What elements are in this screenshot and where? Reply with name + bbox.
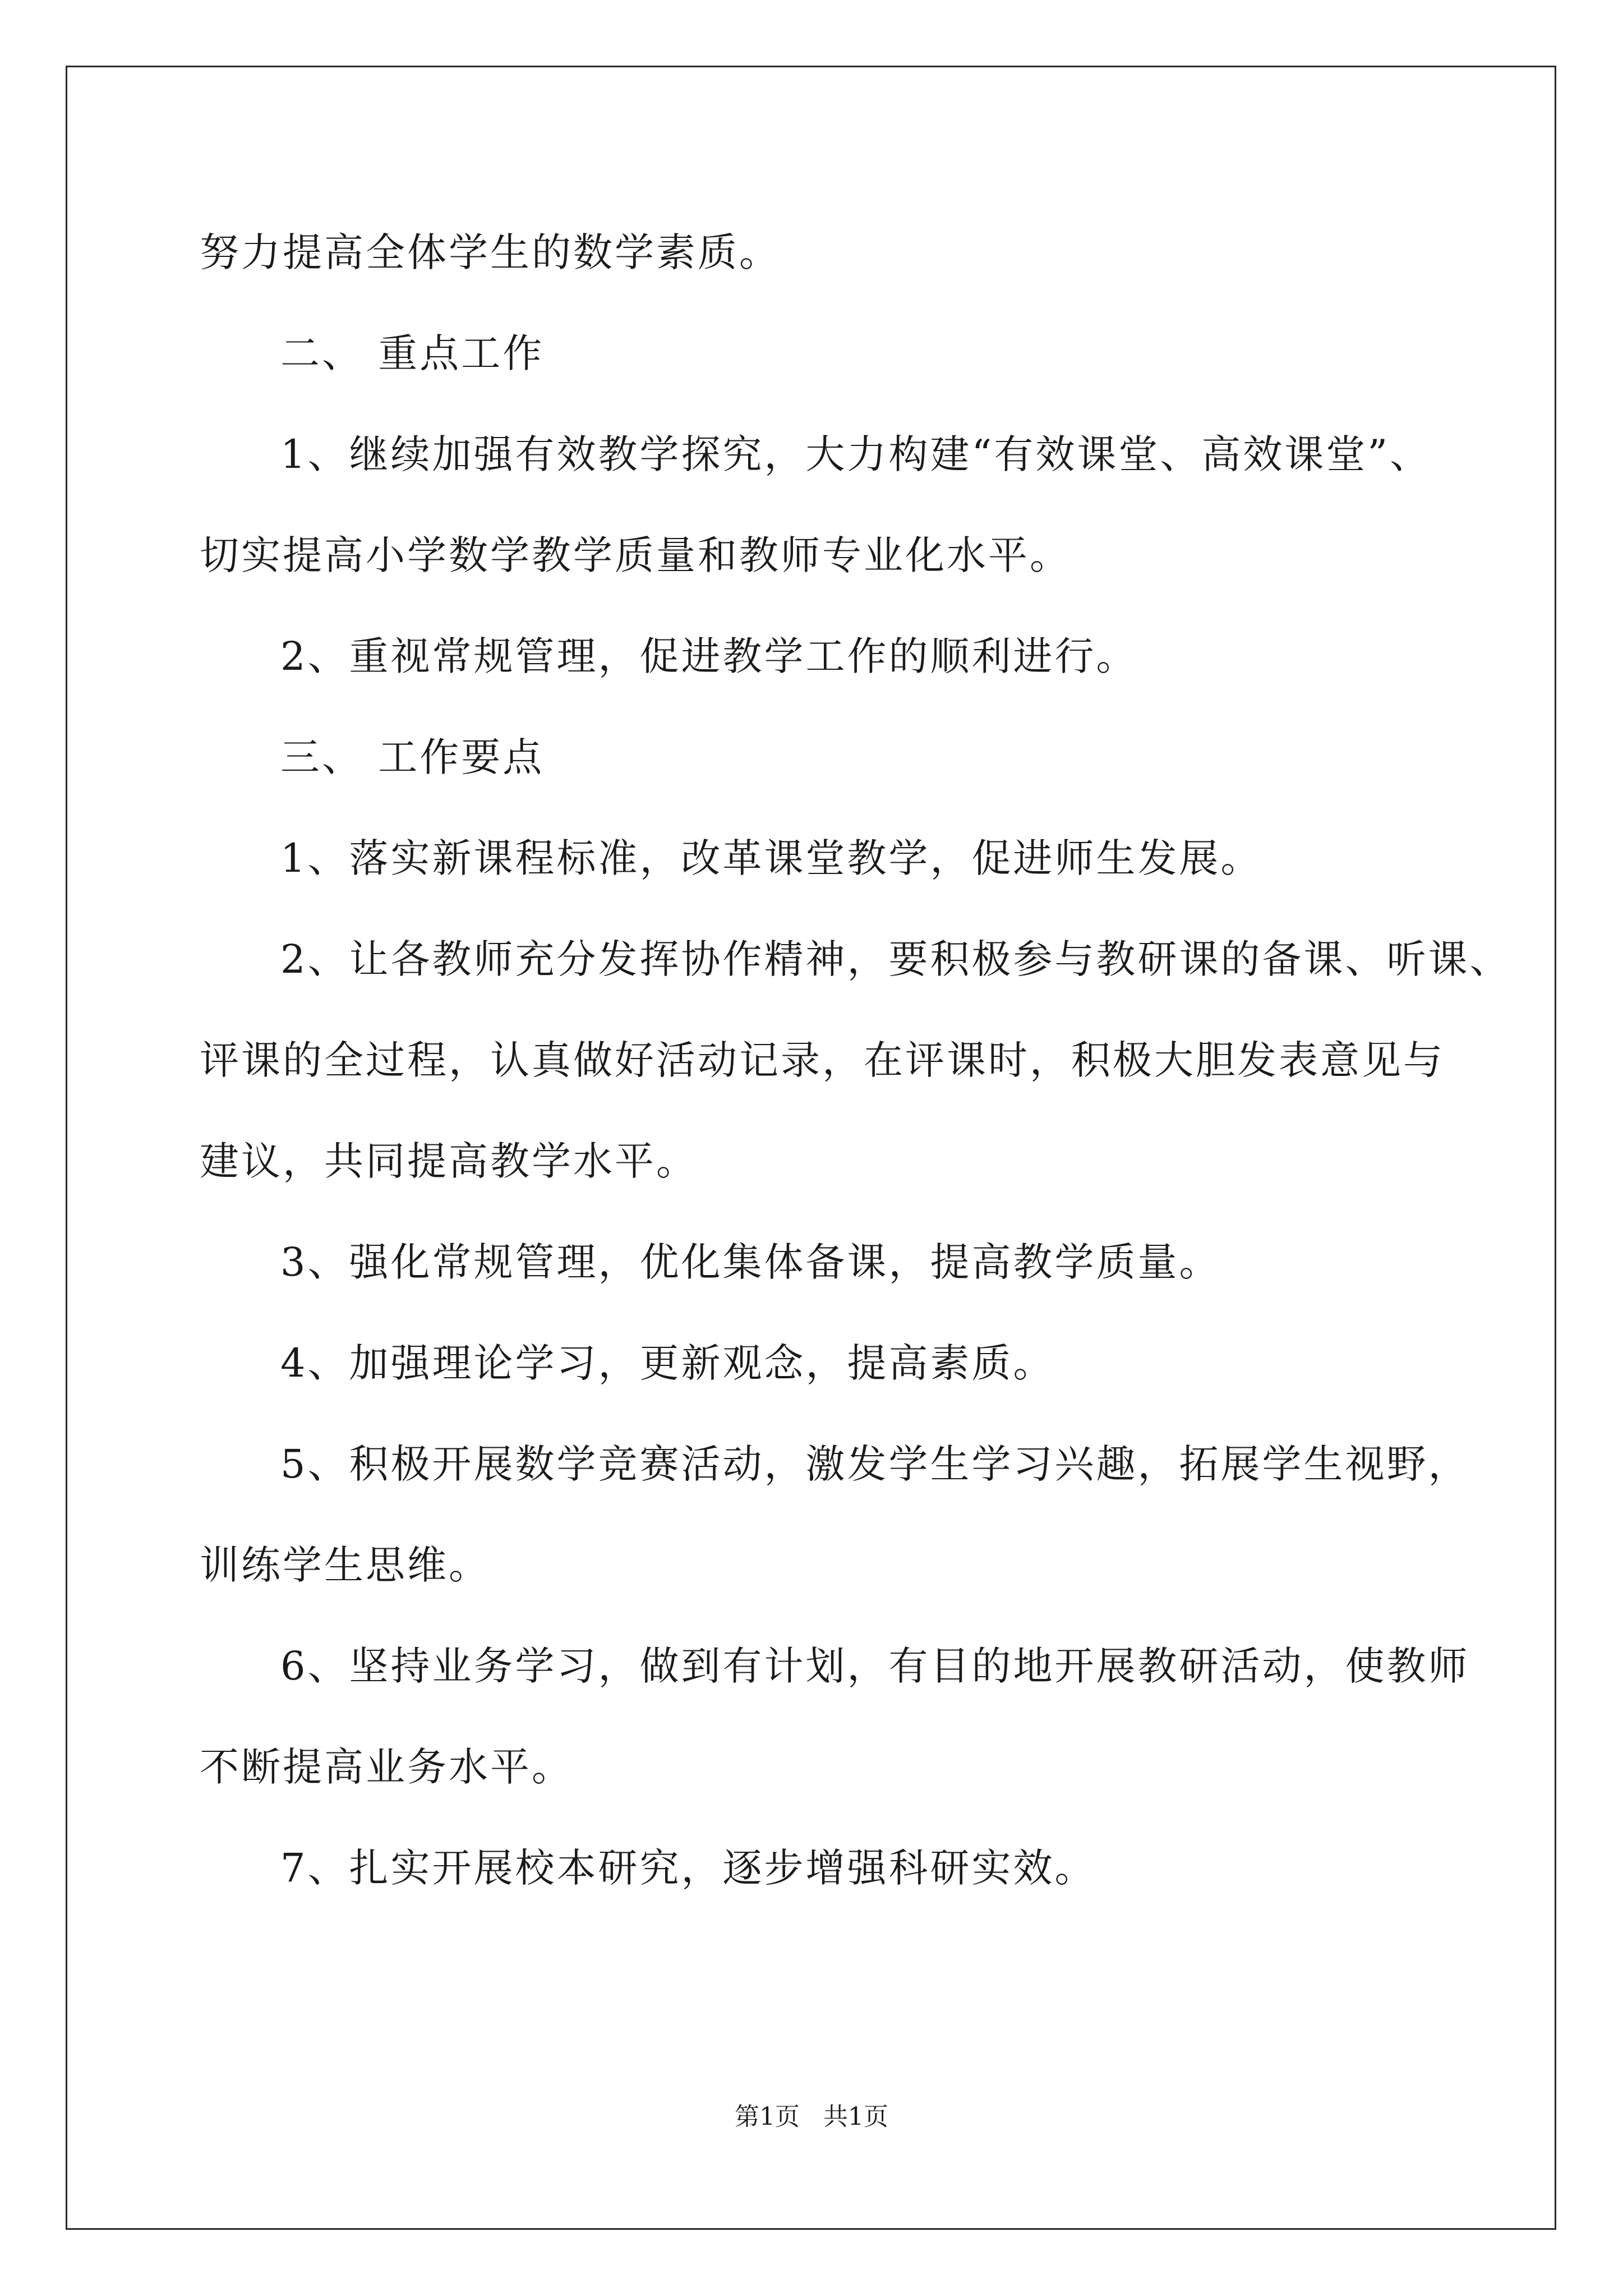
body-line-10: 建议，共同提高教学水平。	[200, 1138, 698, 1184]
page-number-footer: 第1页 共1页	[735, 2102, 888, 2131]
section-heading-2: 二、 重点工作	[280, 330, 545, 376]
body-line-11: 3、强化常规管理，优化集体备课，提高教学质量。	[280, 1239, 1221, 1285]
body-line-17: 7、扎实开展校本研究，逐步增强科研实效。	[280, 1845, 1096, 1891]
body-line-5: 2、重视常规管理，促进教学工作的顺利进行。	[280, 633, 1138, 679]
body-line-3: 1、继续加强有效教学探究，大力构建“有效课堂、高效课堂”、	[280, 431, 1432, 477]
body-line-15: 6、坚持业务学习，做到有计划，有目的地开展教研活动，使教师	[280, 1643, 1470, 1689]
body-line-14: 训练学生思维。	[200, 1542, 490, 1588]
section-heading-3: 三、 工作要点	[280, 734, 545, 780]
body-line-7: 1、落实新课程标准，改革课堂教学，促进师生发展。	[280, 835, 1262, 881]
body-line-13: 5、积极开展数学竞赛活动，激发学生学习兴趣，拓展学生视野，	[280, 1441, 1470, 1487]
body-line-4: 切实提高小学数学教学质量和教师专业化水平。	[200, 532, 1071, 578]
body-line-9: 评课的全过程，认真做好活动记录，在评课时，积极大胆发表意见与	[200, 1037, 1445, 1083]
body-line-1: 努力提高全体学生的数学素质。	[200, 229, 781, 275]
body-line-16: 不断提高业务水平。	[200, 1744, 573, 1790]
body-line-8: 2、让各教师充分发挥协作精神，要积极参与教研课的备课、听课、	[280, 936, 1511, 982]
body-line-12: 4、加强理论学习，更新观念，提高素质。	[280, 1340, 1055, 1386]
